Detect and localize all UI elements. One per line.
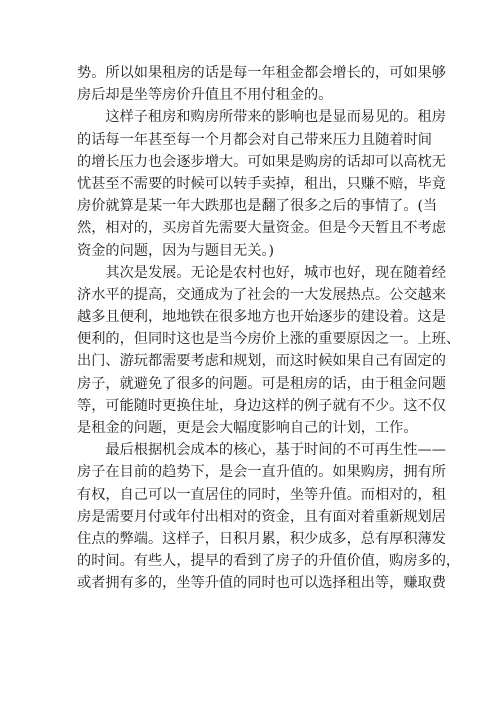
text-line: 房子在目前的趋势下，是会一直升值的。如果购房，拥有所 bbox=[77, 464, 446, 481]
text-line: 资金的问题，因为与题目无关。) bbox=[77, 242, 275, 259]
text-line: 越多且便利，地地铁在很多地方也开始逐步的建设着。这是 bbox=[77, 309, 446, 326]
text-line: 济水平的提高，交通成为了社会的一大发展热点。公交越来 bbox=[77, 286, 446, 303]
text-line: 的时间。有些人，提早的看到了房子的升值价值，购房多的， bbox=[77, 553, 461, 570]
text-line: 这样子租房和购房所带来的影响也是显而易见的。租房 bbox=[77, 109, 446, 126]
text-line: 房子，就避免了很多的问题。可是租房的话，由于租金问题 bbox=[77, 375, 446, 392]
text-line: 便利的，但同时这也是当今房价上涨的重要原因之一。上班、 bbox=[77, 331, 461, 348]
text-line: 等，可能随时更换住址，身边这样的例子就有不少。这不仅 bbox=[77, 397, 446, 414]
text-line: 最后根据机会成本的核心，基于时间的不可再生性—— bbox=[77, 442, 446, 459]
text-line: 有权，自己可以一直居住的同时，坐等升值。而相对的，租 bbox=[77, 486, 446, 503]
text-line: 然，相对的，买房首先需要大量资金。但是今天暂且不考虑 bbox=[77, 220, 446, 237]
text-line: 或者拥有多的，坐等升值的同时也可以选择租出等，赚取费 bbox=[77, 575, 446, 592]
text-line: 其次是发展。无论是农村也好，城市也好，现在随着经 bbox=[77, 264, 446, 281]
text-line: 忧甚至不需要的时候可以转手卖掉，租出，只赚不赔，毕竟 bbox=[77, 175, 446, 192]
text-line: 房是需要月付或年付出相对的资金，且有面对着重新规划居 bbox=[77, 508, 446, 525]
text-line: 的增长压力也会逐步增大。可如果是购房的话却可以高枕无 bbox=[77, 153, 446, 170]
text-line: 出门、游玩都需要考虑和规划，而这时候如果自己有固定的 bbox=[77, 353, 446, 370]
text-line: 房价就算是某一年大跌那也是翻了很多之后的事情了。(当 bbox=[77, 198, 438, 215]
essay-body bbox=[77, 62, 461, 595]
text-line: 势。所以如果租房的话是每一年租金都会增长的，可如果够 bbox=[77, 65, 446, 81]
text-line: 房后却是坐等房价升值且不用付租金的。 bbox=[77, 87, 333, 104]
text-line: 的话每一年甚至每一个月都会对自己带来压力且随着时间 bbox=[77, 131, 432, 148]
text-line: 是租金的问题，更是会大幅度影响自己的计划，工作。 bbox=[77, 420, 418, 436]
text-line: 住点的弊端。这样子，日积月累，积少成多，总有厚积薄发 bbox=[77, 530, 446, 547]
